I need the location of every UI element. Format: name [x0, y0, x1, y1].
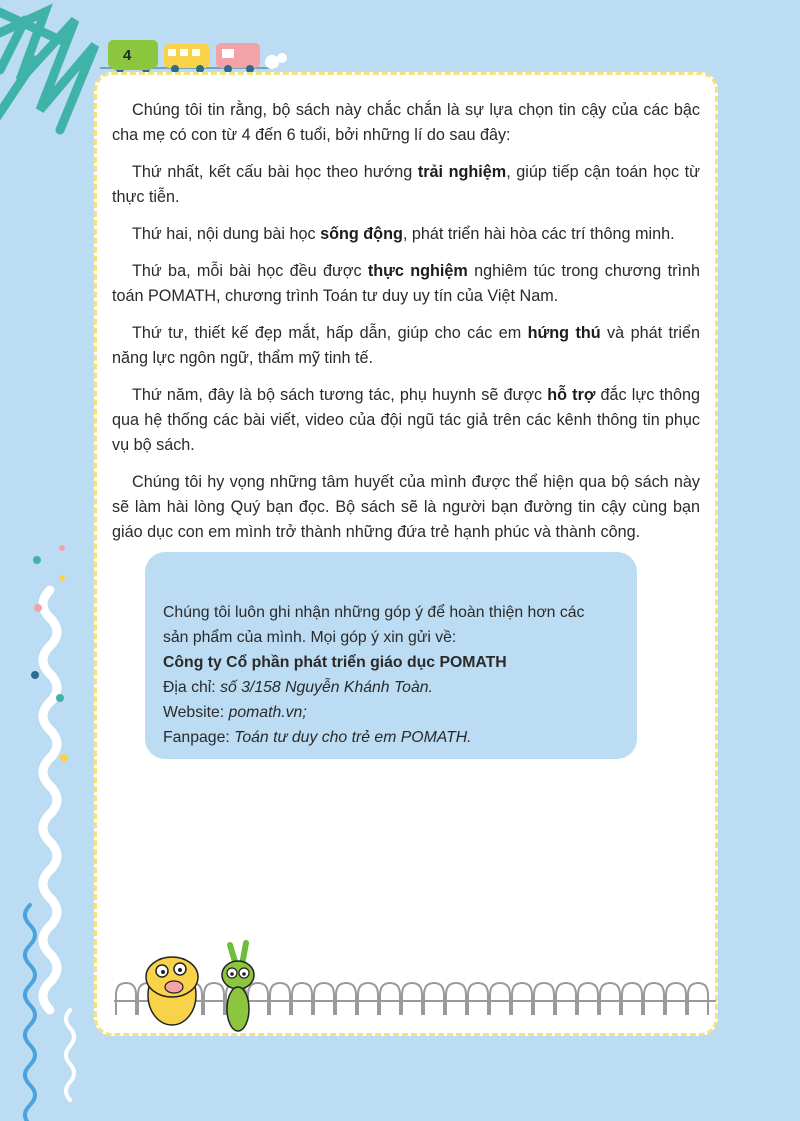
paragraph: Thứ ba, mỗi bài học đều được thực nghiệm nghiêm túc trong chương trình toán POMATH, chương trình Toán tư duy uy tín của Việt Nam.: [112, 262, 701, 305]
fence-and-characters-illustration: [110, 935, 720, 1035]
wave-decoration: [25, 590, 74, 1121]
fence-arch: [622, 983, 642, 1015]
fence-arch: [490, 983, 510, 1015]
pig-character: [146, 957, 198, 1025]
fence-arch: [380, 983, 400, 1015]
info-line: sản phẩm của mình. Mọi góp ý xin gửi về:: [163, 629, 457, 646]
fence-arch: [512, 983, 532, 1015]
fence-arch: [534, 983, 554, 1015]
intro-text: [112, 98, 700, 557]
fence-decoration: [114, 983, 716, 1015]
fence-arch: [116, 983, 136, 1015]
paragraph: Thứ nhất, kết cấu bài học theo hướng trải nghiệm, giúp tiếp cận toán học từ thực tiễn.: [112, 163, 700, 206]
paragraph: Thứ năm, đây là bộ sách tương tác, phụ huynh sẽ được hỗ trợ đắc lực thông qua hệ thống các bài viết, video của đội ngũ tác giả trên các kênh thông tin phục vụ bộ sách.: [112, 386, 700, 454]
fence-arch: [248, 983, 268, 1015]
fence-arch: [336, 983, 356, 1015]
fence-arch: [666, 983, 686, 1015]
fanpage-line: Fanpage: Toán tư duy cho trẻ em POMATH.: [163, 729, 472, 746]
fence-arch: [424, 983, 444, 1015]
fence-arch: [402, 983, 422, 1015]
fence-arch: [446, 983, 466, 1015]
info-line: Chúng tôi luôn ghi nhận những góp ý để hoàn thiện hơn các: [163, 604, 585, 621]
fence-arch: [688, 983, 708, 1015]
address-line: Địa chỉ: số 3/158 Nguyễn Khánh Toàn.: [163, 679, 433, 696]
paragraph: Chúng tôi tin rằng, bộ sách này chắc chắn là sự lựa chọn tin cậy của các bậc cha mẹ có con từ 4 đến 6 tuổi, bởi những lí do sau đây:: [112, 101, 700, 144]
fence-arch: [270, 983, 290, 1015]
website-link: pomath.vn;: [228, 704, 307, 721]
paragraph: Thứ hai, nội dung bài học sống động, phát triển hài hòa các trí thông minh.: [132, 225, 675, 243]
fence-arch: [358, 983, 378, 1015]
fence-arch: [314, 983, 334, 1015]
emphasis: thực nghiệm: [367, 262, 468, 280]
fence-arch: [578, 983, 598, 1015]
paragraph: Chúng tôi hy vọng những tâm huyết của mình được thể hiện qua bộ sách này sẽ làm hài lòng Quý bạn đọc. Bộ sách sẽ là người bạn đường tin cậy cùng bạn giáo dục con em mình trở thành những đứa trẻ hạnh phúc và thành công.: [112, 473, 700, 541]
fence-arch: [644, 983, 664, 1015]
page-number: 4: [123, 47, 132, 64]
fence-arch: [468, 983, 488, 1015]
fence-arch: [292, 983, 312, 1015]
emphasis: trải nghiệm: [417, 163, 507, 181]
company-name: Công ty Cổ phần phát triển giáo dục POMATH: [163, 654, 507, 671]
fence-arch: [600, 983, 620, 1015]
fence-arch: [556, 983, 576, 1015]
fanpage-link: Toán tư duy cho trẻ em POMATH.: [234, 729, 472, 746]
scribble-decoration: [0, 10, 95, 130]
emphasis: sống động: [320, 225, 403, 243]
emphasis: hứng thú: [527, 324, 601, 342]
fence-arch: [204, 983, 224, 1015]
emphasis: hỗ trợ: [547, 386, 596, 404]
paragraph: Thứ tư, thiết kế đẹp mắt, hấp dẫn, giúp cho các em hứng thú và phát triển năng lực ngôn ngữ, thẩm mỹ tinh tế.: [112, 324, 700, 367]
website-line: Website: pomath.vn;: [163, 704, 307, 721]
contact-info-box: [145, 552, 637, 759]
